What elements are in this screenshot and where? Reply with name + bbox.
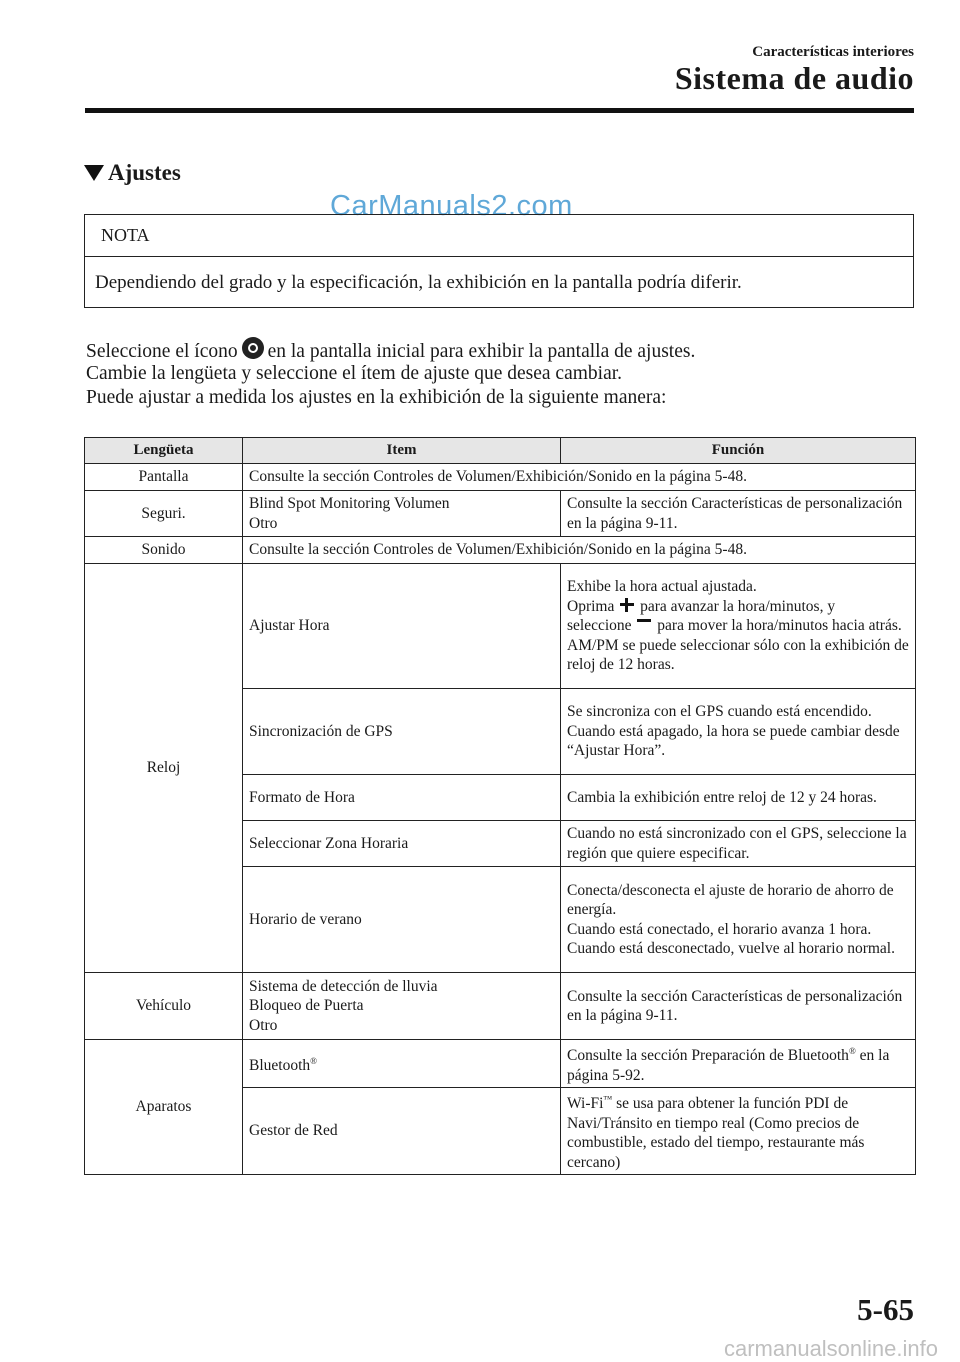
note-box: [84, 214, 914, 308]
intro-line-1-start: Seleccione el ícono: [86, 341, 238, 362]
header-subtitle: Características interiores: [752, 44, 914, 60]
tab-cell: Vehículo: [85, 973, 243, 1040]
item-line: Otro: [249, 1016, 278, 1034]
note-body: Dependiendo del grado y la especificación, la exhibición en la pantalla podría diferir.: [95, 272, 742, 293]
function-cell: Consulte la sección Características de personalización en la página 9-11.: [561, 491, 916, 537]
intro-line-1: [86, 337, 695, 363]
header-title: Sistema de audio: [674, 60, 914, 96]
item-cell: Seleccionar Zona Horaria: [243, 821, 561, 867]
item-cell: Formato de Hora: [243, 775, 561, 821]
function-text: Oprima: [567, 597, 615, 615]
minus-icon: [637, 617, 651, 631]
table-header-row: [85, 438, 916, 464]
section-title: Ajustes: [108, 160, 181, 185]
function-cell: Cuando no está sincronizado con el GPS, seleccione la región que quiere especificar.: [561, 821, 916, 867]
function-text: se usa para obtener la función PDI de Navi/Tránsito en tiempo real (Como precios de combustible, estado del tiempo, restaurante más cercano): [567, 1095, 865, 1171]
table-row: [85, 1040, 916, 1088]
function-cell: Consulte la sección Controles de Volumen/Exhibición/Sonido en la página 5-48.: [243, 537, 916, 564]
header-funcion: Función: [561, 438, 916, 464]
section-heading: [84, 160, 181, 186]
watermark: CarManuals2.com: [330, 190, 573, 222]
function-cell: Consulte la sección Características de personalización en la página 9-11.: [561, 973, 916, 1040]
footer-watermark: carmanualsonline.info: [723, 1336, 938, 1361]
function-line: Exhibe la hora actual ajustada.: [567, 578, 757, 596]
function-line: Cuando está conectado, el horario avanza 1 hora. Cuando está desconectado, vuelve al horario normal.: [567, 920, 895, 957]
function-text: para avanzar la hora/minutos, y: [640, 597, 836, 615]
item-line: Sistema de detección de lluvia: [249, 977, 438, 995]
function-text: para mover la hora/minutos hacia atrás.: [657, 617, 902, 635]
intro-line-3: Puede ajustar a medida los ajustes en la exhibición de la siguiente manera:: [86, 387, 667, 408]
settings-gear-icon: [242, 337, 264, 359]
item-cell: Sincronización de GPS: [243, 689, 561, 775]
function-line: Se sincroniza con el GPS cuando está encendido.: [567, 703, 872, 721]
function-text: seleccione: [567, 617, 632, 635]
function-cell: [561, 564, 916, 689]
table-row: [85, 564, 916, 689]
item-cell: [243, 973, 561, 1040]
tab-cell: Pantalla: [85, 464, 243, 491]
plus-icon: [620, 598, 634, 612]
function-line: Cuando está apagado, la hora se puede cambiar desde “Ajustar Hora”.: [567, 722, 900, 760]
item-text: Bluetooth: [249, 1056, 311, 1074]
table-row: [85, 491, 916, 537]
intro-line-2: Cambie la lengüeta y seleccione el ítem de ajuste que desea cambiar.: [86, 363, 623, 384]
function-cell: [561, 1040, 916, 1088]
item-line: Otro: [249, 514, 278, 532]
item-line: Bloqueo de Puerta: [249, 997, 364, 1015]
function-cell: [561, 689, 916, 775]
function-cell: [561, 867, 916, 973]
item-cell: Horario de verano: [243, 867, 561, 973]
header-lengueta: Lengüeta: [85, 438, 243, 464]
item-cell: [243, 491, 561, 537]
settings-table: [84, 437, 916, 1175]
header-item: Item: [243, 438, 561, 464]
function-line: [567, 616, 909, 636]
function-cell: [561, 1088, 916, 1175]
function-text: en la página 5-92.: [567, 1047, 890, 1084]
header-rule: [85, 108, 914, 113]
page-number: 5-65: [857, 1292, 914, 1327]
table-row: [85, 973, 916, 1040]
function-text: Consulte la sección Preparación de Bluetooth: [567, 1047, 849, 1065]
table-row: [85, 464, 916, 491]
function-line: Conecta/desconecta el ajuste de horario de ahorro de energía.: [567, 881, 894, 918]
function-cell: Consulte la sección Controles de Volumen/Exhibición/Sonido en la página 5-48.: [243, 464, 916, 491]
registered-mark: ®: [310, 1055, 317, 1066]
function-text: Wi-Fi: [567, 1095, 604, 1113]
item-line: Blind Spot Monitoring Volumen: [249, 495, 450, 512]
trademark-mark: ™: [603, 1094, 613, 1105]
tab-cell: Seguri.: [85, 491, 243, 537]
item-cell: [243, 1040, 561, 1088]
item-cell: Gestor de Red: [243, 1088, 561, 1175]
function-line: AM/PM se puede seleccionar sólo con la exhibición de reloj de 12 horas.: [567, 636, 909, 674]
intro-line-1-end: en la pantalla inicial para exhibir la pantalla de ajustes.: [267, 341, 696, 362]
function-cell: Cambia la exhibición entre reloj de 12 y 24 horas.: [561, 775, 916, 821]
function-line: [567, 597, 909, 617]
table-row: [85, 537, 916, 564]
triangle-bullet-icon: [84, 165, 104, 181]
tab-cell: Sonido: [85, 537, 243, 564]
item-cell: Ajustar Hora: [243, 564, 561, 689]
tab-cell: Aparatos: [85, 1040, 243, 1175]
tab-cell: Reloj: [85, 564, 243, 973]
note-heading: NOTA: [85, 215, 913, 257]
registered-mark: ®: [848, 1046, 856, 1056]
